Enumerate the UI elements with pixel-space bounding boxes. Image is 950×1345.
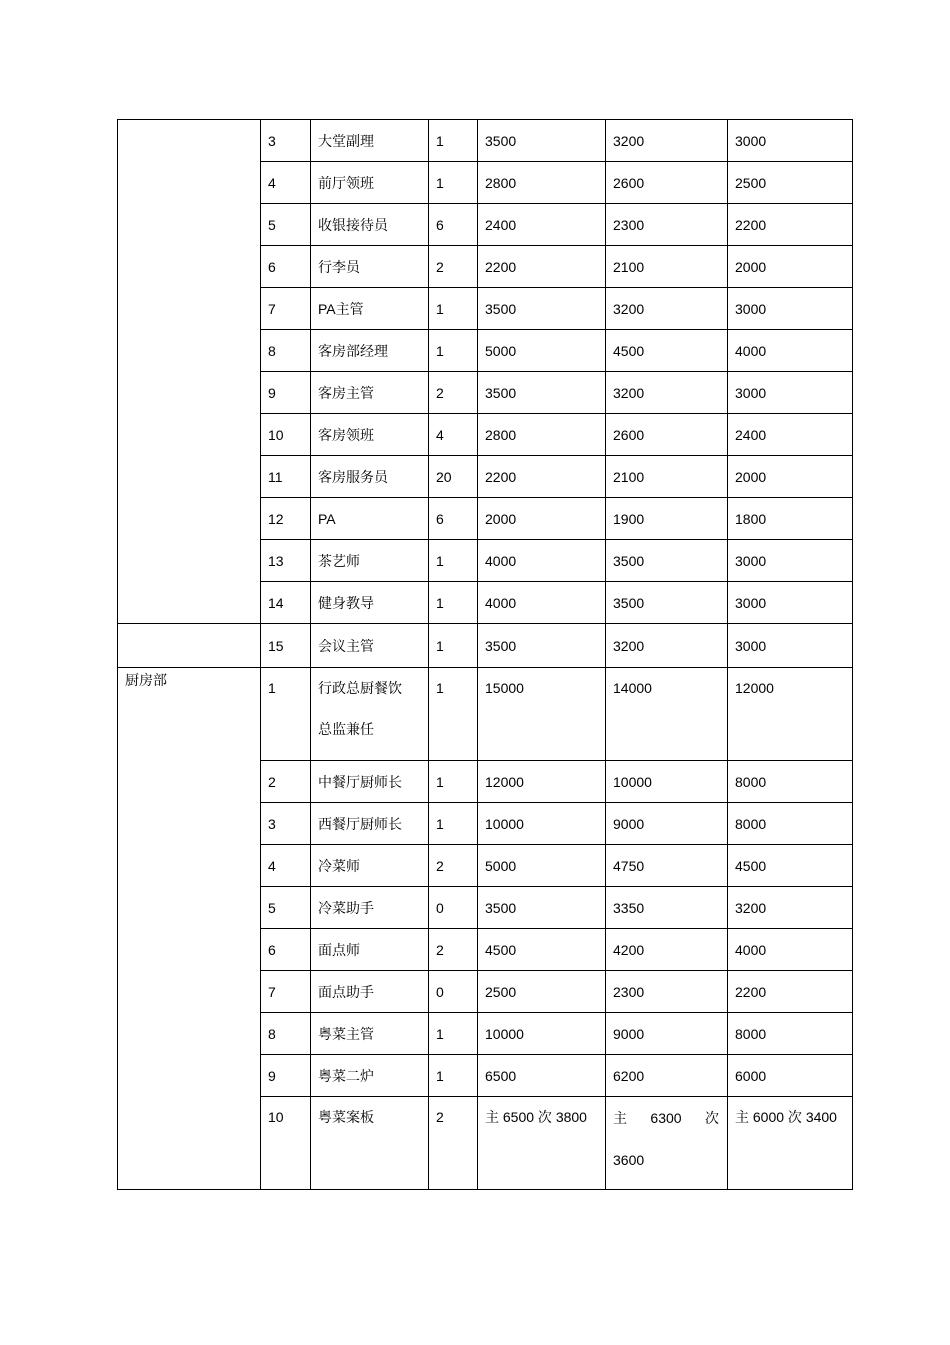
headcount: 1 <box>429 668 478 761</box>
salary-grade-2: 3500 <box>606 540 728 582</box>
row-number: 5 <box>261 204 311 246</box>
position-name: 面点助手 <box>311 971 429 1013</box>
salary-grade-2: 3200 <box>606 624 728 668</box>
headcount: 1 <box>429 582 478 624</box>
salary-grade-2: 14000 <box>606 668 728 761</box>
row-number: 6 <box>261 246 311 288</box>
salary-grade-3: 2000 <box>728 456 853 498</box>
headcount: 0 <box>429 887 478 929</box>
row-number: 3 <box>261 120 311 162</box>
position-name: 西餐厅厨师长 <box>311 803 429 845</box>
salary-grade-3: 3000 <box>728 288 853 330</box>
position-name: 冷菜师 <box>311 845 429 887</box>
position-name: 客房主管 <box>311 372 429 414</box>
salary-grade-1: 2500 <box>478 971 606 1013</box>
position-name: 健身教导 <box>311 582 429 624</box>
row-number: 10 <box>261 414 311 456</box>
salary-grade-1: 2400 <box>478 204 606 246</box>
headcount: 1 <box>429 803 478 845</box>
headcount: 1 <box>429 120 478 162</box>
salary-grade-1: 4000 <box>478 582 606 624</box>
salary-grade-2: 4500 <box>606 330 728 372</box>
salary-grade-3: 3000 <box>728 120 853 162</box>
salary-grade-3: 3000 <box>728 582 853 624</box>
salary-grade-2: 3200 <box>606 120 728 162</box>
salary-sub-label: 次 <box>705 1110 719 1126</box>
salary-grade-1: 3500 <box>478 887 606 929</box>
salary-grade-1: 3500 <box>478 624 606 668</box>
salary-grade-2: 6200 <box>606 1055 728 1097</box>
position-name: 大堂副理 <box>311 120 429 162</box>
headcount: 1 <box>429 624 478 668</box>
row-number: 2 <box>261 761 311 803</box>
salary-grade-1: 15000 <box>478 668 606 761</box>
department-name: 厨房部 <box>118 668 261 1190</box>
position-name: 粤菜二炉 <box>311 1055 429 1097</box>
salary-grade-2: 3200 <box>606 288 728 330</box>
position-name: 客房领班 <box>311 414 429 456</box>
salary-grade-2 <box>606 1097 728 1190</box>
salary-grade-1: 2000 <box>478 498 606 540</box>
salary-grade-1: 5000 <box>478 330 606 372</box>
row-number: 4 <box>261 162 311 204</box>
salary-grade-3: 3000 <box>728 540 853 582</box>
row-number: 10 <box>261 1097 311 1190</box>
headcount: 6 <box>429 498 478 540</box>
position-name-line2: 总监兼任 <box>318 721 374 737</box>
row-number: 8 <box>261 330 311 372</box>
salary-grade-1: 6500 <box>478 1055 606 1097</box>
salary-grade-2: 9000 <box>606 803 728 845</box>
row-number: 14 <box>261 582 311 624</box>
row-number: 13 <box>261 540 311 582</box>
salary-grade-3: 12000 <box>728 668 853 761</box>
salary-grade-3: 2500 <box>728 162 853 204</box>
headcount: 2 <box>429 1097 478 1190</box>
row-number: 9 <box>261 372 311 414</box>
salary-grade-1: 3500 <box>478 372 606 414</box>
salary-grade-2: 2100 <box>606 246 728 288</box>
headcount: 0 <box>429 971 478 1013</box>
position-name: 粤菜主管 <box>311 1013 429 1055</box>
position-name <box>311 668 429 761</box>
salary-grade-1: 3500 <box>478 288 606 330</box>
table-row <box>118 120 853 162</box>
row-number: 3 <box>261 803 311 845</box>
dept-cell-empty <box>118 120 261 624</box>
salary-grade-3: 主 6000 次 3400 <box>728 1097 853 1190</box>
salary-grade-1: 2200 <box>478 246 606 288</box>
headcount: 1 <box>429 1055 478 1097</box>
salary-grade-2: 9000 <box>606 1013 728 1055</box>
headcount: 6 <box>429 204 478 246</box>
salary-grade-1: 2200 <box>478 456 606 498</box>
salary-grade-1: 10000 <box>478 803 606 845</box>
salary-grade-3: 4000 <box>728 929 853 971</box>
salary-grade-1: 主 6500 次 3800 <box>478 1097 606 1190</box>
salary-grade-2: 3500 <box>606 582 728 624</box>
salary-grade-1: 4000 <box>478 540 606 582</box>
salary-grade-3: 2000 <box>728 246 853 288</box>
position-name: PA主管 <box>311 288 429 330</box>
position-name: 冷菜助手 <box>311 887 429 929</box>
headcount: 1 <box>429 288 478 330</box>
row-number: 12 <box>261 498 311 540</box>
row-number: 15 <box>261 624 311 668</box>
position-name: PA <box>311 498 429 540</box>
row-number: 7 <box>261 971 311 1013</box>
row-number: 9 <box>261 1055 311 1097</box>
headcount: 1 <box>429 761 478 803</box>
salary-grade-2: 4200 <box>606 929 728 971</box>
salary-grade-3: 8000 <box>728 1013 853 1055</box>
position-name: 前厅领班 <box>311 162 429 204</box>
salary-grade-1: 2800 <box>478 414 606 456</box>
salary-grade-3: 1800 <box>728 498 853 540</box>
headcount: 1 <box>429 162 478 204</box>
position-name: 客房服务员 <box>311 456 429 498</box>
position-name-line1: 行政总厨餐饮 <box>318 680 402 696</box>
headcount: 2 <box>429 845 478 887</box>
row-number: 7 <box>261 288 311 330</box>
salary-grade-3: 2400 <box>728 414 853 456</box>
salary-grade-1: 5000 <box>478 845 606 887</box>
salary-grade-3: 3000 <box>728 624 853 668</box>
salary-grade-3: 3200 <box>728 887 853 929</box>
salary-grade-1: 12000 <box>478 761 606 803</box>
row-number: 5 <box>261 887 311 929</box>
salary-grade-2: 2100 <box>606 456 728 498</box>
salary-main-value: 6300 <box>650 1110 682 1126</box>
position-name: 行李员 <box>311 246 429 288</box>
salary-grade-3: 2200 <box>728 971 853 1013</box>
table-row <box>118 624 853 668</box>
row-number: 8 <box>261 1013 311 1055</box>
position-name: 收银接待员 <box>311 204 429 246</box>
headcount: 1 <box>429 1013 478 1055</box>
salary-grade-3: 8000 <box>728 761 853 803</box>
headcount: 2 <box>429 372 478 414</box>
salary-grade-2: 2600 <box>606 162 728 204</box>
row-number: 1 <box>261 668 311 761</box>
dept-cell-empty <box>118 624 261 668</box>
salary-grade-2-line1 <box>613 1097 727 1139</box>
salary-grade-3: 6000 <box>728 1055 853 1097</box>
salary-grade-3: 4000 <box>728 330 853 372</box>
salary-sub-value: 3600 <box>613 1152 645 1168</box>
headcount: 2 <box>429 929 478 971</box>
salary-grade-3: 8000 <box>728 803 853 845</box>
position-name: 中餐厅厨师长 <box>311 761 429 803</box>
position-name: 茶艺师 <box>311 540 429 582</box>
headcount: 4 <box>429 414 478 456</box>
salary-grade-2: 10000 <box>606 761 728 803</box>
salary-grade-1: 4500 <box>478 929 606 971</box>
salary-grade-2: 2600 <box>606 414 728 456</box>
salary-grade-3: 4500 <box>728 845 853 887</box>
headcount: 1 <box>429 330 478 372</box>
salary-grade-2: 2300 <box>606 204 728 246</box>
salary-grade-2: 3200 <box>606 372 728 414</box>
headcount: 1 <box>429 540 478 582</box>
salary-grade-1: 3500 <box>478 120 606 162</box>
position-name: 客房部经理 <box>311 330 429 372</box>
salary-grade-2: 3350 <box>606 887 728 929</box>
row-number: 4 <box>261 845 311 887</box>
salary-grade-2: 2300 <box>606 971 728 1013</box>
salary-grade-2: 1900 <box>606 498 728 540</box>
position-name: 面点师 <box>311 929 429 971</box>
position-name: 会议主管 <box>311 624 429 668</box>
headcount: 2 <box>429 246 478 288</box>
salary-grade-1: 2800 <box>478 162 606 204</box>
headcount: 20 <box>429 456 478 498</box>
salary-grade-3: 3000 <box>728 372 853 414</box>
salary-grade-1: 10000 <box>478 1013 606 1055</box>
row-number: 11 <box>261 456 311 498</box>
salary-table <box>117 119 853 1190</box>
salary-main-label: 主 <box>613 1110 627 1126</box>
salary-grade-2: 4750 <box>606 845 728 887</box>
salary-grade-3: 2200 <box>728 204 853 246</box>
position-name: 粤菜案板 <box>311 1097 429 1190</box>
row-number: 6 <box>261 929 311 971</box>
table-row <box>118 668 853 761</box>
